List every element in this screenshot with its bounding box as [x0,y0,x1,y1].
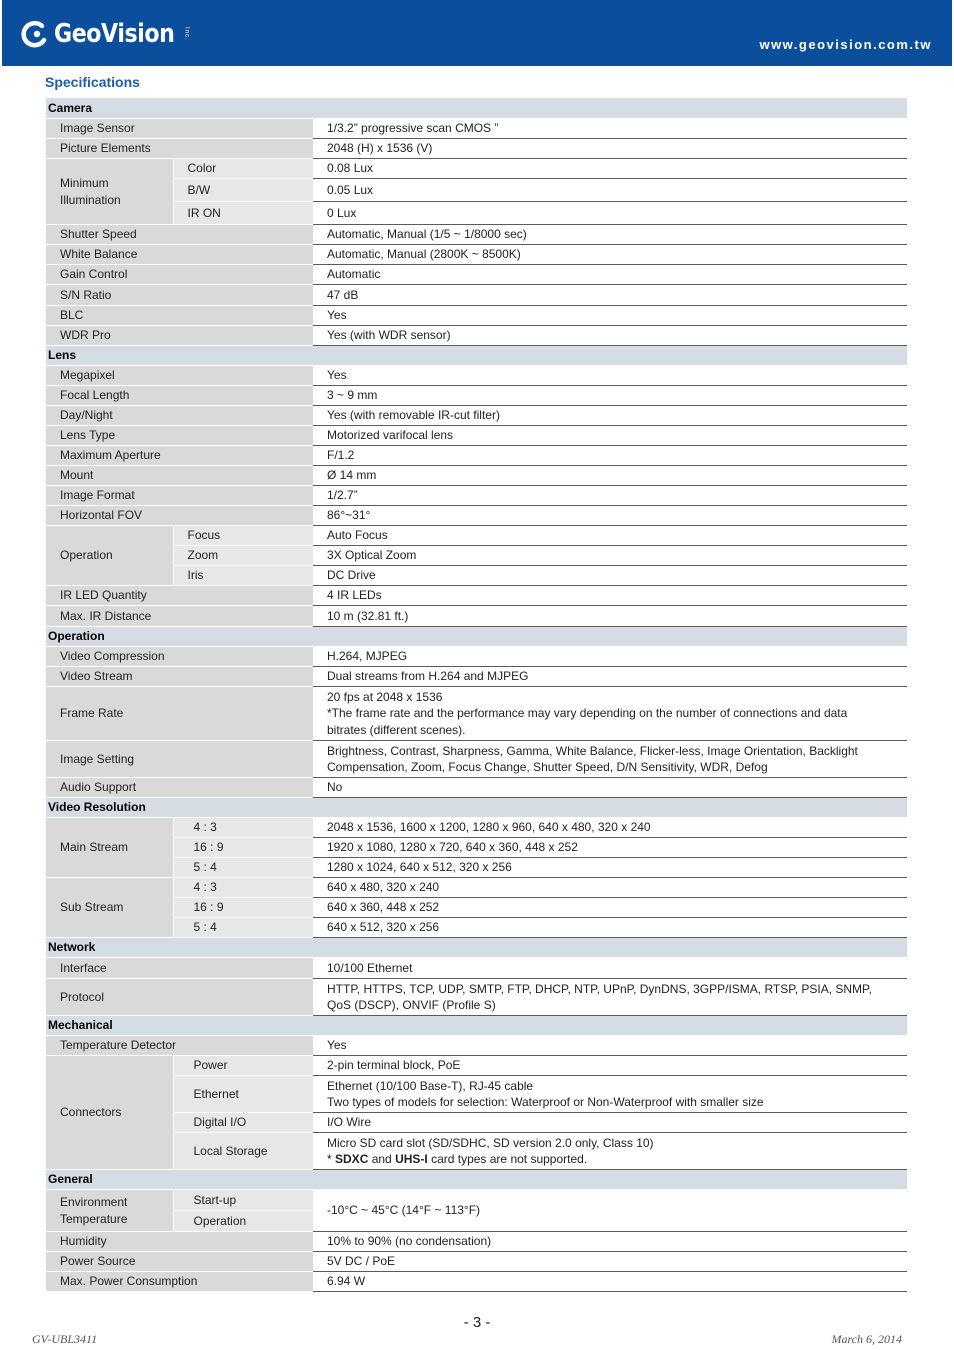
table-row [46,526,907,546]
table-row [46,159,907,179]
table-row [46,466,907,486]
logo-inc: Inc. [183,27,190,41]
table-row [46,687,907,741]
spec-value: 5V DC / PoE [313,1252,907,1272]
spec-label: Image Format [46,486,313,506]
spec-label: Protocol [46,979,313,1016]
section-row-video-resolution [46,798,907,818]
section-row-camera [46,98,907,119]
section-row-mechanical [46,1016,907,1036]
spec-label: Temperature Detector [46,1036,313,1056]
table-row [46,406,907,426]
table-row [46,1252,907,1272]
section-row-network [46,938,907,958]
spec-label: Day/Night [46,406,313,426]
local-storage-line2 [327,1151,907,1168]
section-video-resolution: Video Resolution [46,798,907,818]
table-row [46,586,907,606]
spec-sublabel: Power [173,1056,313,1076]
spec-label: IR LED Quantity [46,586,313,606]
section-row-lens [46,346,907,366]
table-row [46,446,907,466]
spec-value: Automatic [313,265,907,285]
uhs-text: UHS-I [395,1152,428,1166]
spec-value: -10°C ~ 45°C (14°F ~ 113°F) [313,1190,907,1232]
spec-value: Brightness, Contrast, Sharpness, Gamma, White Balance, Flicker-less, Image Orientation, Backlight Compensation, Zoom, Focus Change, Shutter Speed, D/N Sensitivity, WDR, Defog [313,741,907,778]
spec-sublabel: 16 : 9 [173,898,313,918]
table-row [46,245,907,265]
spec-sublabel: 5 : 4 [173,858,313,878]
table-row [46,1056,907,1076]
spec-label: Focal Length [46,386,313,406]
table-row [46,838,907,858]
table-row [46,918,907,938]
spec-label: Max. Power Consumption [46,1272,313,1292]
spec-sublabel: 16 : 9 [173,838,313,858]
table-row [46,366,907,386]
spec-value: F/1.2 [313,446,907,466]
spec-label: Shutter Speed [46,225,313,245]
spec-value: 640 x 360, 448 x 252 [313,898,907,918]
table-row [46,179,907,202]
table-row [46,979,907,1016]
spec-label: Mount [46,466,313,486]
table-row [46,265,907,285]
spec-label: Sub Stream [46,878,173,938]
spec-value: 1920 x 1080, 1280 x 720, 640 x 360, 448 x 252 [313,838,907,858]
spec-value: 1/3.2” progressive scan CMOS ” [313,119,907,139]
spec-value: Automatic, Manual (1/5 ~ 1/8000 sec) [313,225,907,245]
table-row [46,1076,907,1113]
spec-label: Video Compression [46,647,313,667]
spec-label: Horizontal FOV [46,506,313,526]
spec-value: No [313,778,907,798]
spec-label: WDR Pro [46,326,313,346]
spec-value-frame-rate [313,687,907,741]
spec-label: Maximum Aperture [46,446,313,466]
footer-date: March 6, 2014 [831,1332,902,1346]
spec-label: Power Source [46,1252,313,1272]
spec-value: 4 IR LEDs [313,586,907,606]
spec-label: Megapixel [46,366,313,386]
geovision-logo-icon [20,19,50,49]
spec-label: Image Setting [46,741,313,778]
spec-sublabel: Iris [173,566,313,586]
spec-value-local-storage [313,1133,907,1170]
spec-value: 0 Lux [313,202,907,225]
spec-value: 640 x 480, 320 x 240 [313,878,907,898]
spec-value: 6.94 W [313,1272,907,1292]
spec-value: Yes [313,1036,907,1056]
spec-label: Main Stream [46,818,173,878]
page-header [2,0,952,66]
spec-label: Max. IR Distance [46,606,313,627]
table-row [46,606,907,627]
section-lens: Lens [46,346,907,366]
table-row [46,386,907,406]
table-row [46,566,907,586]
section-row-general [46,1170,907,1190]
footer-model: GV-UBL3411 [32,1332,98,1346]
table-row [46,285,907,306]
table-row [46,225,907,245]
spec-sublabel: Color [173,159,313,179]
spec-label: Audio Support [46,778,313,798]
note-prefix: * [327,1152,336,1166]
table-row [46,1036,907,1056]
table-row [46,858,907,878]
table-row [46,647,907,667]
spec-value: Motorized varifocal lens [313,426,907,446]
table-row [46,1232,907,1252]
geovision-logo [20,14,190,54]
page-title: Specifications [45,74,140,90]
table-row [46,667,907,687]
spec-sublabel: Zoom [173,546,313,566]
spec-value: 10 m (32.81 ft.) [313,606,907,627]
ethernet-line2: Two types of models for selection: Waterproof or Non-Waterproof with smaller size [327,1095,764,1109]
spec-sublabel: Digital I/O [173,1113,313,1133]
table-row [46,119,907,139]
spec-value: 2048 x 1536, 1600 x 1200, 1280 x 960, 640 x 480, 320 x 240 [313,818,907,838]
section-row-operation [46,627,907,647]
local-storage-line1: Micro SD card slot (SD/SDHC, SD version 2.0 only, Class 10) [327,1135,654,1150]
table-row [46,202,907,225]
spec-label: Frame Rate [46,687,313,741]
spec-sublabel: Operation [173,1211,313,1232]
spec-value: 10/100 Ethernet [313,958,907,979]
spec-value: Dual streams from H.264 and MJPEG [313,667,907,687]
table-row [46,1133,907,1170]
spec-label: Video Stream [46,667,313,687]
spec-value: 2-pin terminal block, PoE [313,1056,907,1076]
spec-label: Gain Control [46,265,313,285]
spec-label: Connectors [46,1056,173,1170]
note-suffix: card types are not supported. [427,1152,588,1166]
section-general: General [46,1170,907,1190]
spec-sublabel: 4 : 3 [173,818,313,838]
spec-value: 86°~31° [313,506,907,526]
spec-sublabel: Ethernet [173,1076,313,1113]
spec-sublabel: Focus [173,526,313,546]
spec-sublabel: 5 : 4 [173,918,313,938]
note-mid: and [368,1152,396,1166]
spec-sublabel: 4 : 3 [173,878,313,898]
table-row [46,1113,907,1133]
spec-label: BLC [46,306,313,326]
spec-value: 3 ~ 9 mm [313,386,907,406]
spec-sublabel: Local Storage [173,1133,313,1170]
spec-value: Yes (with removable IR-cut filter) [313,406,907,426]
table-row [46,546,907,566]
spec-value: Automatic, Manual (2800K ~ 8500K) [313,245,907,265]
spec-label: Operation [46,526,173,586]
frame-rate-line1: 20 fps at 2048 x 1536 [327,689,443,704]
table-row [46,306,907,326]
spec-label: Lens Type [46,426,313,446]
table-row [46,1190,907,1211]
section-operation: Operation [46,627,907,647]
section-network: Network [46,938,907,958]
spec-value: DC Drive [313,566,907,586]
spec-value: HTTP, HTTPS, TCP, UDP, SMTP, FTP, DHCP, NTP, UPnP, DynDNS, 3GPP/ISMA, RTSP, PSIA, SNMP, QoS (DSCP), ONVIF (Profile S) [313,979,907,1016]
spec-value: 2048 (H) x 1536 (V) [313,139,907,159]
table-row [46,486,907,506]
spec-label: Picture Elements [46,139,313,159]
spec-label: Image Sensor [46,119,313,139]
spec-sublabel: IR ON [173,202,313,225]
spec-value: 47 dB [313,285,907,306]
spec-label: S/N Ratio [46,285,313,306]
spec-value: Yes [313,366,907,386]
spec-value: 3X Optical Zoom [313,546,907,566]
table-row [46,326,907,346]
page-number: - 3 - [463,1314,491,1331]
logo-text: GeoVision [54,19,175,49]
spec-value: 1280 x 1024, 640 x 512, 320 x 256 [313,858,907,878]
spec-value-ethernet [313,1076,907,1113]
spec-value: H.264, MJPEG [313,647,907,667]
table-row [46,958,907,979]
spec-value: 1/2.7” [313,486,907,506]
spec-label: Interface [46,958,313,979]
spec-label: Humidity [46,1232,313,1252]
spec-label: White Balance [46,245,313,265]
spec-value: 10% to 90% (no condensation) [313,1232,907,1252]
spec-value: Ø 14 mm [313,466,907,486]
spec-sublabel: Start-up [173,1190,313,1211]
spec-value: Yes [313,306,907,326]
spec-value: 0.05 Lux [313,179,907,202]
website-url[interactable]: www.geovision.com.tw [759,37,932,52]
table-row [46,741,907,778]
table-row [46,139,907,159]
section-camera: Camera [46,98,907,119]
table-row [46,878,907,898]
section-mechanical: Mechanical [46,1016,907,1036]
specifications-table [46,98,907,1292]
table-row [46,506,907,526]
ethernet-line1: Ethernet (10/100 Base-T), RJ-45 cable [327,1078,534,1093]
frame-rate-note: *The frame rate and the performance may vary depending on the number of connections and data bitrates (different scenes). [327,706,848,737]
spec-value: Yes (with WDR sensor) [313,326,907,346]
spec-label: Minimum Illumination [46,159,173,225]
table-row [46,778,907,798]
table-row [46,426,907,446]
sdxc-text: SDXC [335,1152,369,1166]
spec-value: Auto Focus [313,526,907,546]
table-row [46,1272,907,1292]
spec-value: I/O Wire [313,1113,907,1133]
spec-value: 0.08 Lux [313,159,907,179]
spec-sublabel: B/W [173,179,313,202]
table-row [46,818,907,838]
spec-value: 640 x 512, 320 x 256 [313,918,907,938]
spec-label: Environment Temperature [46,1190,173,1232]
table-row [46,898,907,918]
